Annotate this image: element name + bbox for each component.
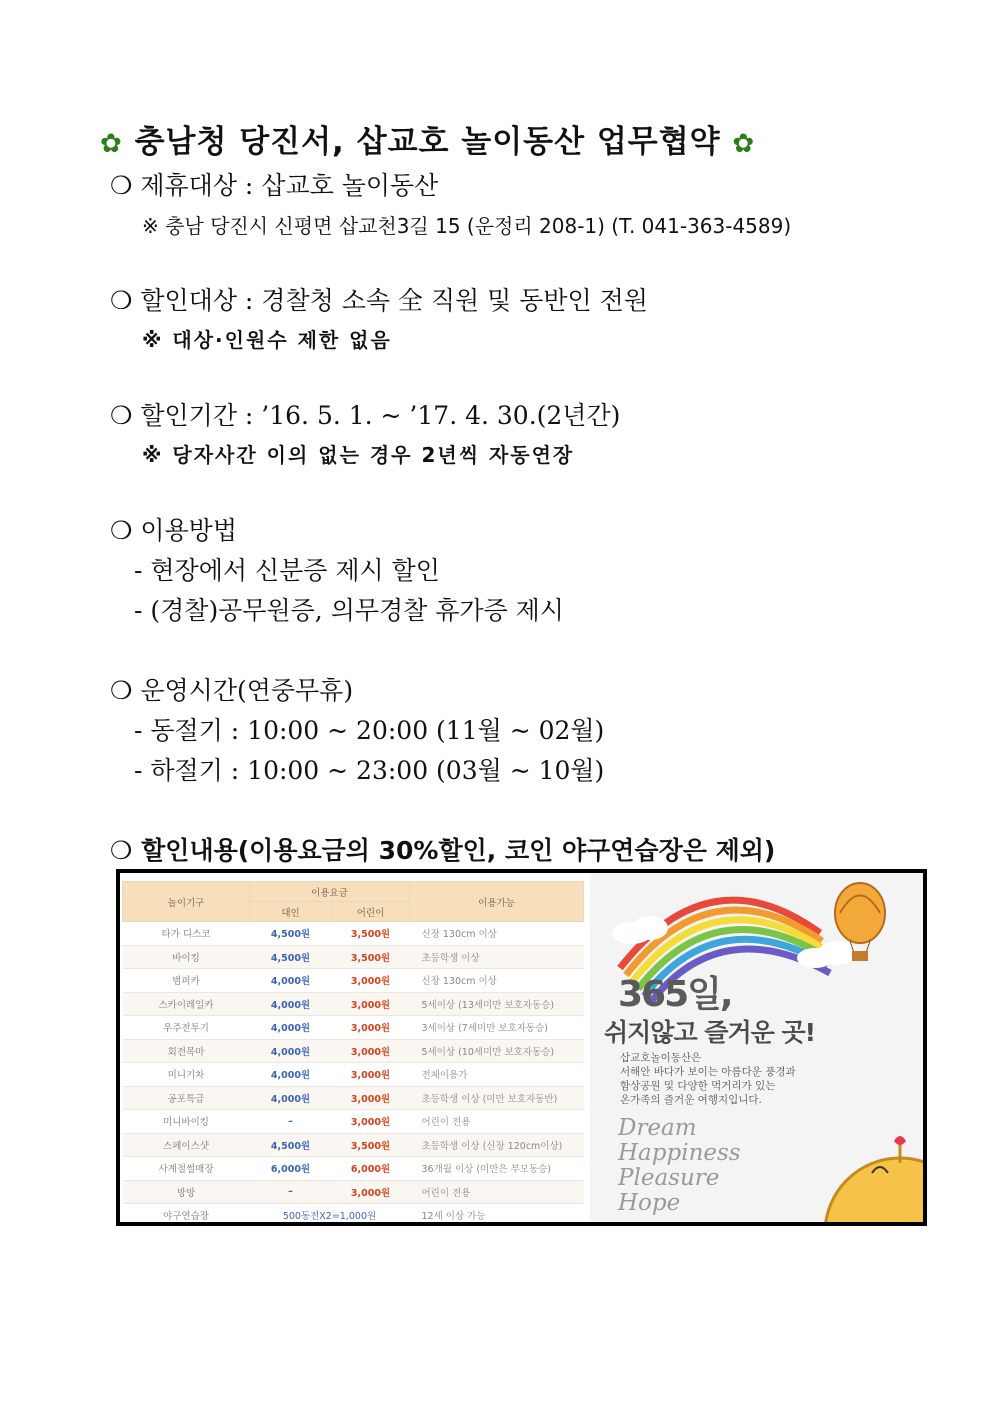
adult-fee-cell: 6,000원 [250,1157,332,1181]
adult-fee-cell: 4,500원 [250,945,332,969]
adult-fee-cell: – [250,1180,332,1204]
target-line [110,281,648,317]
partner-address-note: ※ 충남 당진시 신평면 삽교천3길 15 (운정리 208-1) (T. 041-363-4589) [142,214,792,238]
adult-fee-cell: 4,000원 [250,992,332,1016]
table-row [123,1180,584,1204]
table-row [123,922,584,946]
table-row [123,992,584,1016]
header-child: 어린이 [332,902,410,922]
promo-word: Hope [618,1190,681,1216]
target-text: 할인대상 : 경찰청 소속 全 직원 및 동반인 전원 [140,286,648,315]
child-fee-cell: 3,000원 [332,1039,410,1063]
promo-area [590,873,923,1222]
availability-cell: 12세 이상 가능 [410,1204,584,1227]
fee-table-area [122,881,584,1223]
usage-text: 이용방법 [140,516,237,545]
promo-desc-line: 온가족의 즐거운 여행지입니다. [620,1094,762,1106]
target-note: ※ 대상·인원수 제한 없음 [142,328,392,352]
availability-cell: 어린이 전용 [410,1110,584,1134]
child-fee-cell: 3,500원 [332,1133,410,1157]
table-row [123,1016,584,1040]
promo-word: Pleasure [618,1165,720,1191]
table-row [123,969,584,993]
usage-item: - 현장에서 신분증 제시 할인 [134,556,440,585]
availability-cell: 초등학생 이상 (신장 120cm이상) [410,1133,584,1157]
discount-line [110,831,775,867]
discount-text: 할인내용(이용요금의 30%할인, 코인 야구연습장은 제외) [141,836,776,865]
table-row [123,1086,584,1110]
ride-name-cell: 야구연습장 [123,1204,250,1227]
circle-bullet-icon: ❍ [110,171,133,200]
ride-name-cell: 타가 디스코 [123,922,250,946]
table-row [123,1133,584,1157]
child-fee-cell: 3,000원 [332,1086,410,1110]
table-row [123,1063,584,1087]
child-fee-cell: 3,000원 [332,1110,410,1134]
table-row [123,1204,584,1227]
child-fee-cell: 3,500원 [332,945,410,969]
hours-text: 운영시간(연중무휴) [140,676,354,705]
adult-fee-cell: 4,000원 [250,1039,332,1063]
flower-icon: ✿ [100,129,123,159]
header-available: 이용가능 [410,882,584,922]
hours-item: - 하절기 : 10:00 ~ 23:00 (03월 ~ 10월) [134,756,605,785]
promo-description [620,1051,880,1107]
ride-name-cell: 미니기차 [123,1063,250,1087]
promo-subheadline: 쉬지않고 즐거운 곳! [604,1018,816,1047]
ride-name-cell: 범퍼카 [123,969,250,993]
table-row [123,1157,584,1181]
child-fee-cell: 3,000원 [332,1063,410,1087]
usage-line [110,511,237,547]
availability-cell: 5세이상 (10세미만 보호자동승) [410,1039,584,1063]
ride-name-cell: 미니바이킹 [123,1110,250,1134]
promo-headline: 365일, [618,974,732,1015]
header-ride: 놀이기구 [123,882,250,922]
child-fee-cell: 3,000원 [332,1180,410,1204]
title-text: 충남청 당진서, 삽교호 놀이동산 업무협약 [134,124,721,160]
circle-bullet-icon: ❍ [110,286,133,315]
promo-desc-line: 함상공원 및 다양한 먹거리가 있는 [620,1080,776,1092]
promo-word: Dream [618,1115,697,1141]
ride-name-cell: 스카이레일카 [123,992,250,1016]
adult-fee-cell: 4,500원 [250,922,332,946]
table-row [123,1110,584,1134]
period-text: 할인기간 : ’16. 5. 1. ~ ’17. 4. 30.(2년간) [140,401,621,430]
ride-name-cell: 사계절썰매장 [123,1157,250,1181]
period-note: ※ 당자사간 이의 없는 경우 2년씩 자동연장 [142,443,575,467]
document-title [100,116,755,161]
promo-desc-line: 서해안 바다가 보이는 아름다운 풍경과 [620,1066,796,1078]
adult-fee-cell: 4,000원 [250,1016,332,1040]
character-illustration [825,1136,923,1222]
child-fee-cell: 3,000원 [332,992,410,1016]
circle-bullet-icon: ❍ [110,836,133,865]
child-fee-cell: 3,000원 [332,1016,410,1040]
availability-cell: 초등학생 이상 (미만 보호자동반) [410,1086,584,1110]
flower-icon: ✿ [732,129,756,159]
promo-word: Happiness [618,1140,741,1166]
promo-desc-line: 삽교호놀이동산은 [620,1052,702,1064]
availability-cell: 신장 130cm 이상 [410,922,584,946]
availability-cell: 초등학생 이상 [410,945,584,969]
adult-fee-cell: 4,000원 [250,1063,332,1087]
availability-cell: 5세이상 (13세미만 보호자동승) [410,992,584,1016]
period-line [110,396,620,432]
table-row [123,1039,584,1063]
ride-name-cell: 공포특급 [123,1086,250,1110]
circle-bullet-icon: ❍ [110,516,133,545]
promo-words [618,1116,741,1216]
availability-cell: 어린이 전용 [410,1180,584,1204]
circle-bullet-icon: ❍ [110,401,133,430]
ride-name-cell: 바이킹 [123,945,250,969]
availability-cell: 신장 130cm 이상 [410,969,584,993]
adult-fee-cell: 4,500원 [250,1133,332,1157]
header-fee: 이용요금 [250,882,410,902]
partner-text: 제휴대상 : 삽교호 놀이동산 [140,171,439,200]
adult-fee-cell: – [250,1110,332,1134]
table-row [123,945,584,969]
ride-name-cell: 회전목마 [123,1039,250,1063]
child-fee-cell: 3,000원 [332,969,410,993]
availability-cell: 3세이상 (7세미만 보호자동승) [410,1016,584,1040]
header-adult: 대인 [250,902,332,922]
hours-line [110,671,353,707]
child-fee-cell: 3,500원 [332,922,410,946]
hours-item: - 동절기 : 10:00 ~ 20:00 (11월 ~ 02월) [134,716,605,745]
partner-line [110,166,438,202]
fee-table [122,881,584,1226]
ride-name-cell: 우주전투기 [123,1016,250,1040]
child-fee-cell: 6,000원 [332,1157,410,1181]
adult-fee-cell: 4,000원 [250,969,332,993]
fee-table-body [123,922,584,1227]
ride-name-cell: 스페이스샷 [123,1133,250,1157]
circle-bullet-icon: ❍ [110,676,133,705]
usage-item: - (경찰)공무원증, 의무경찰 휴가증 제시 [134,596,564,625]
availability-cell: 36개월 이상 (미만은 부모동승) [410,1157,584,1181]
adult-fee-cell: 4,000원 [250,1086,332,1110]
brochure-image [116,869,927,1226]
availability-cell: 전체이용가 [410,1063,584,1087]
ride-name-cell: 방방 [123,1180,250,1204]
adult-fee-cell: 500동전X2=1,000원 [250,1204,410,1227]
